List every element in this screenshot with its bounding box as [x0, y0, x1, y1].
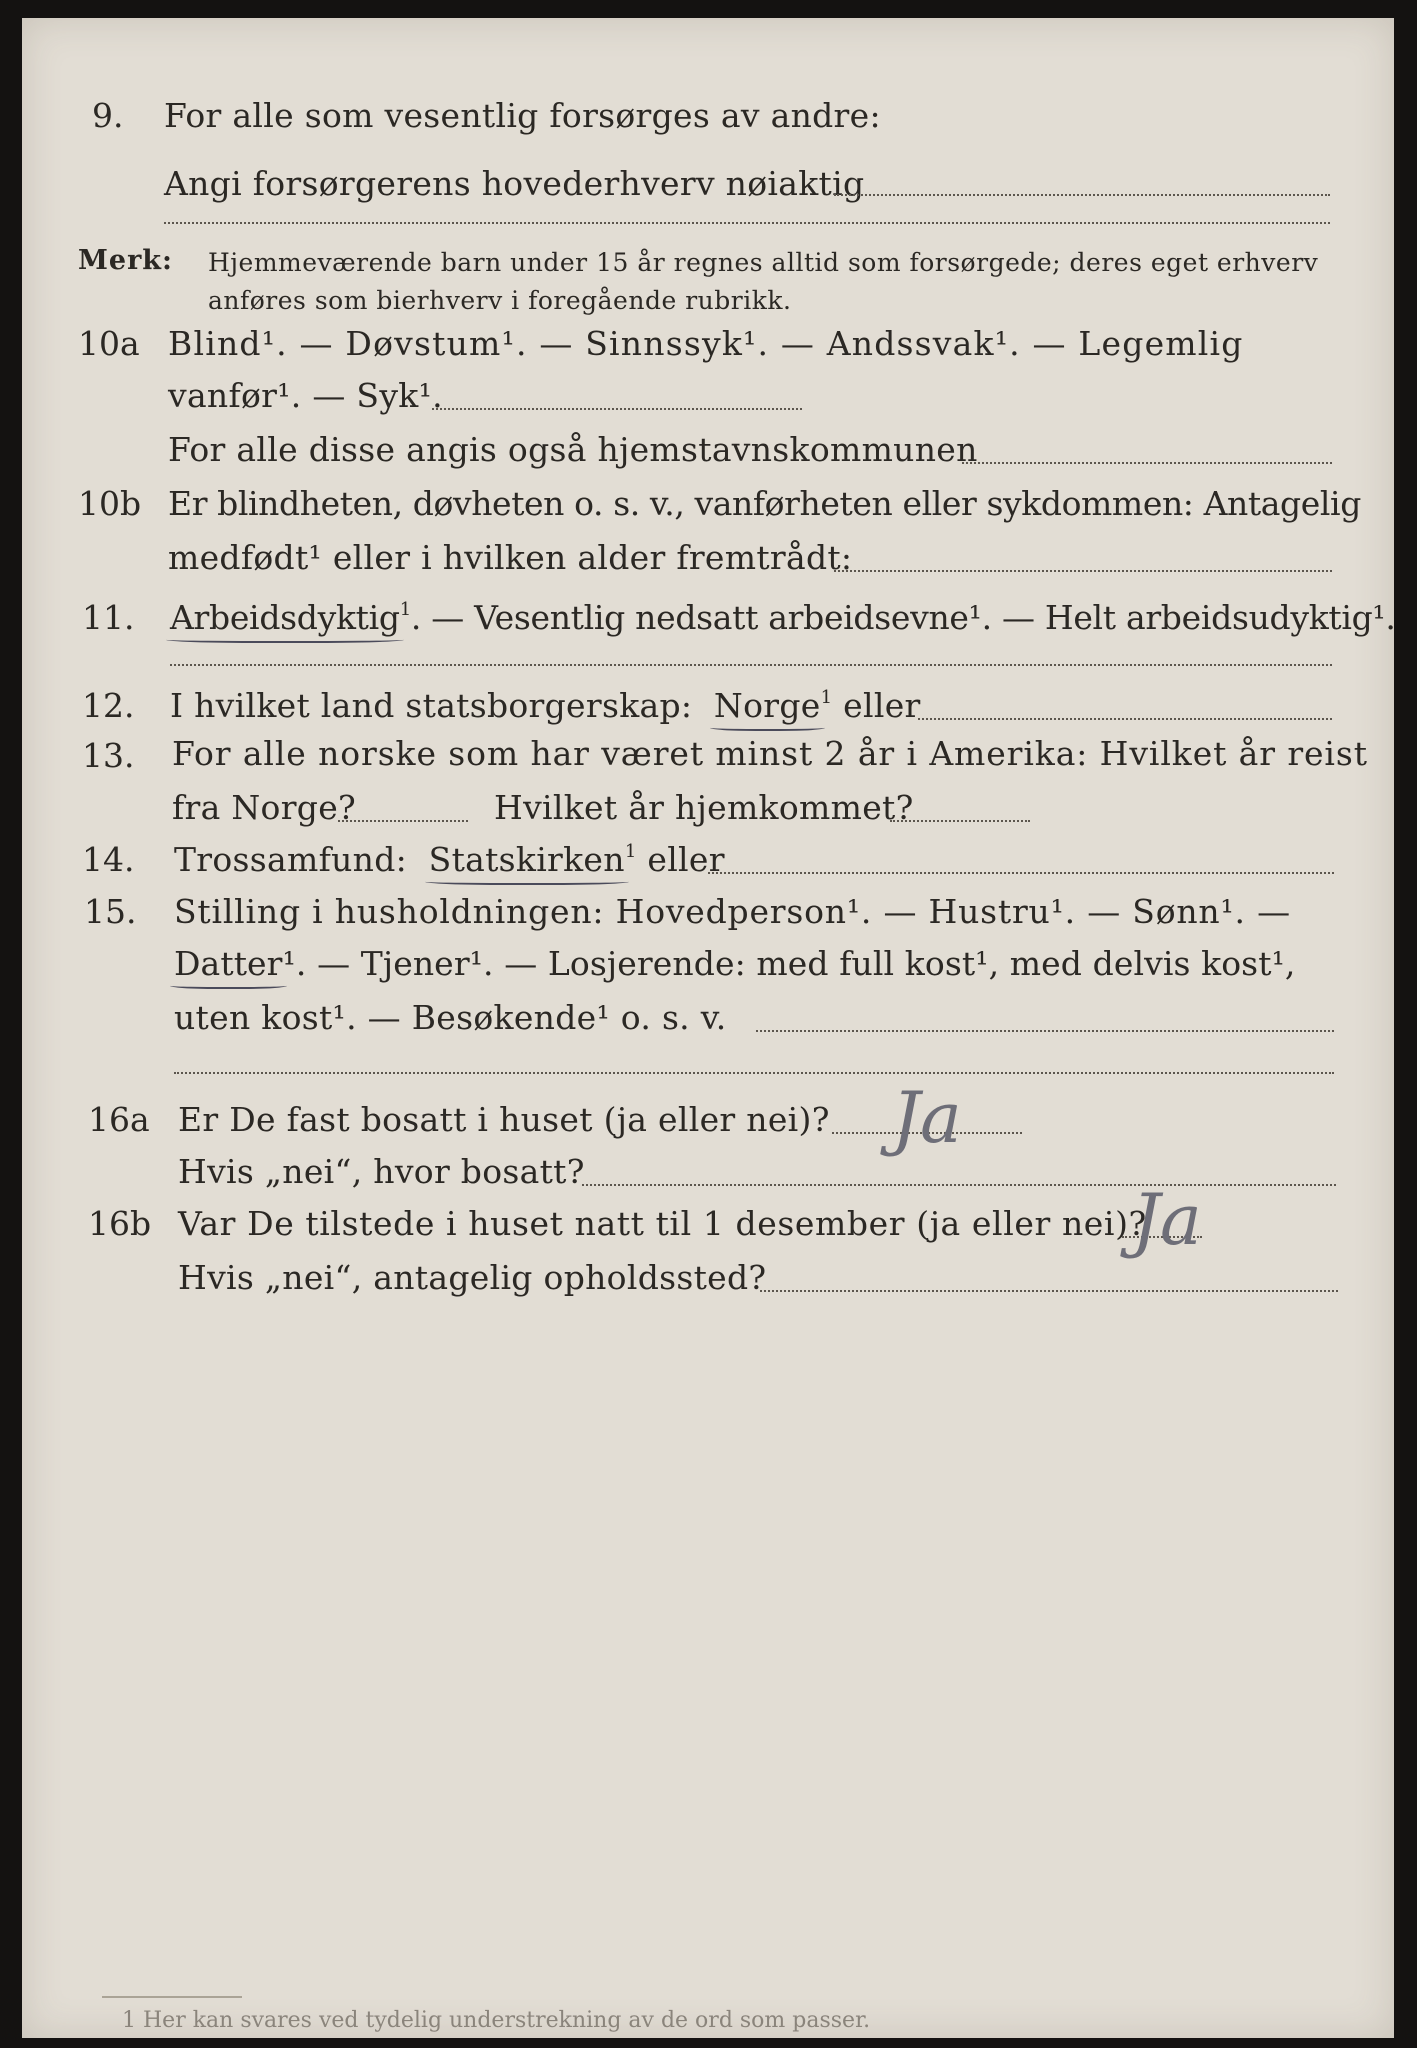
merk-text-line1: Hjemmeværende barn under 15 år regnes alltid som forsørgede; deres eget erhverv — [208, 248, 1319, 277]
q14-question-text: Trossamfund: — [174, 840, 408, 879]
q16a-question-line1: Er De fast bosatt i huset (ja eller nei)? — [178, 1100, 830, 1139]
q9-question-line2: Angi forsørgerens hovederhverv nøiaktig — [164, 164, 865, 203]
q10b-question-line2: medfødt¹ eller i hvilken alder fremtrådt: — [168, 538, 853, 577]
footnote-text: 1 Her kan svares ved tydelig understrekning av de ord som passer. — [122, 2008, 871, 2033]
q16b-question-line2: Hvis „nei“, antagelig opholdssted? — [178, 1258, 767, 1297]
q15-answer-line[interactable] — [756, 1030, 1334, 1032]
q16b-opholdssted-answer-line[interactable] — [760, 1290, 1338, 1292]
q15-answer-line-2[interactable] — [174, 1072, 1334, 1074]
q15-question-line3: uten kost¹. — Besøkende¹ o. s. v. — [174, 998, 727, 1037]
q10a-hjemstavn-question: For alle disse angis også hjemstavnskommunen — [168, 430, 978, 469]
q12-number: 12. — [82, 686, 135, 725]
q16a-number: 16a — [88, 1100, 150, 1139]
merk-label: Merk: — [78, 245, 173, 276]
q11-answer-line[interactable] — [170, 664, 1332, 666]
q15-datter-option[interactable]: Datter — [174, 944, 283, 983]
q12-question-text: I hvilket land statsborgerskap: — [170, 686, 693, 725]
q13-hjemkommet-answer-line[interactable] — [890, 820, 1030, 822]
q15-other-options: ¹. — Tjener¹. — Losjerende: med full kost¹, med delvis kost¹, — [282, 944, 1296, 983]
q10b-question-line1: Er blindheten, døvheten o. s. v., vanførheten eller sykdommen: Antagelig — [168, 484, 1361, 523]
q14-eller-text: eller — [647, 840, 725, 879]
q9-question: For alle som vesentlig forsørges av andre: — [164, 96, 881, 135]
q12-eller-text: eller — [843, 686, 921, 725]
q14-question — [174, 840, 725, 880]
q16a-handwritten-answer: Ja — [892, 1077, 962, 1159]
q14-answer-line[interactable] — [708, 872, 1334, 874]
q14-footnote-mark: 1 — [624, 841, 637, 862]
q13-question-line1: For alle norske som har været minst 2 år i Amerika: Hvilket år reist — [172, 734, 1368, 773]
q10b-answer-line[interactable] — [834, 570, 1332, 572]
q10a-options-line1: Blind¹. — Døvstum¹. — Sinnssyk¹. — Andssvak¹. — Legemlig — [168, 324, 1244, 363]
q16a-bosatt-answer-line[interactable] — [582, 1184, 1336, 1186]
footnote-rule — [102, 1996, 242, 1998]
q11-question — [170, 598, 1396, 638]
q16b-number: 16b — [88, 1204, 152, 1243]
q16a-question-line2: Hvis „nei“, hvor bosatt? — [178, 1152, 585, 1191]
q13-reist-answer-line[interactable] — [338, 820, 468, 822]
q15-question-line2 — [174, 944, 1296, 984]
q9-answer-line[interactable] — [834, 194, 1330, 196]
q12-answer-line[interactable] — [918, 718, 1332, 720]
census-form-page — [22, 18, 1394, 2038]
q13-reist-question: fra Norge? — [172, 788, 357, 827]
q12-footnote-mark: 1 — [820, 687, 833, 708]
q10a-number: 10a — [78, 324, 140, 363]
q9-number: 9. — [92, 96, 124, 135]
q15-number: 15. — [84, 892, 137, 931]
q13-hjemkommet-question: Hvilket år hjemkommet? — [494, 788, 914, 827]
q11-footnote-mark: 1 — [399, 599, 411, 620]
q10a-options-line2: vanfør¹. — Syk¹. — [168, 376, 443, 415]
q16b-question-line1: Var De tilstede i huset natt til 1 desember (ja eller nei)? — [178, 1204, 1147, 1243]
merk-text-line2: anføres som bierhverv i foregående rubrikk. — [208, 286, 792, 315]
q11-number: 11. — [82, 598, 135, 637]
q14-number: 14. — [82, 840, 135, 879]
q11-arbeidsdyktig-option[interactable]: Arbeidsdyktig — [170, 598, 400, 637]
q12-question — [170, 686, 921, 726]
q10a-hjemstavn-answer-line[interactable] — [962, 462, 1332, 464]
q12-norge-option[interactable]: Norge — [713, 686, 821, 725]
q11-other-options: . — Vesentlig nedsatt arbeidsevne¹. — Helt arbeidsudyktig¹. — [410, 598, 1396, 637]
q9-answer-line-2[interactable] — [164, 222, 1330, 224]
q13-number: 13. — [82, 736, 135, 775]
q10a-answer-line[interactable] — [432, 408, 802, 410]
q15-question-line1: Stilling i husholdningen: Hovedperson¹. — Hustru¹. — Sønn¹. — — [174, 892, 1291, 931]
q14-statskirken-option[interactable]: Statskirken — [428, 840, 625, 879]
q10b-number: 10b — [78, 484, 142, 523]
q16b-handwritten-answer: Ja — [1132, 1179, 1202, 1261]
